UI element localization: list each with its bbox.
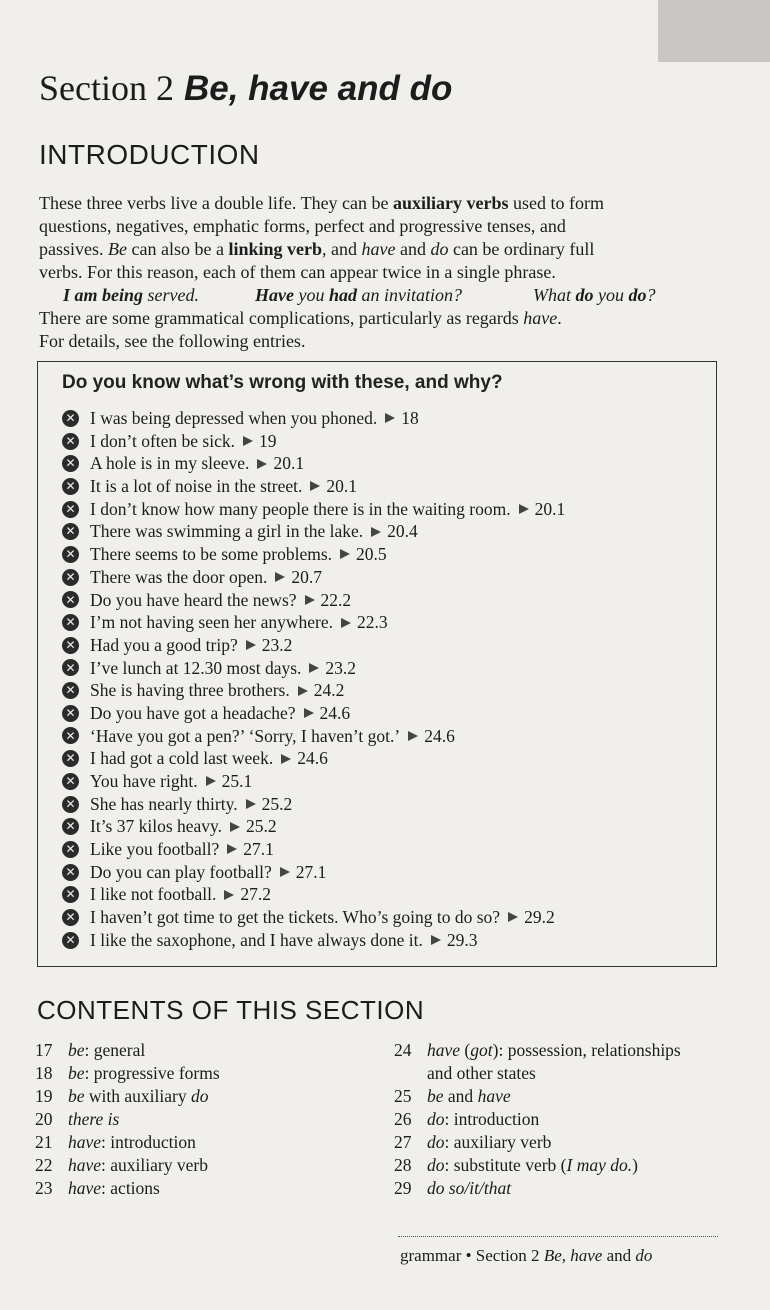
quiz-item-reference[interactable]: 20.7 (291, 566, 322, 587)
contents-entry[interactable] (394, 1085, 687, 1108)
quiz-item (62, 634, 565, 657)
example-text-run: you (593, 285, 629, 305)
arrow-right-icon (280, 867, 290, 877)
quiz-item-reference[interactable]: 23.2 (325, 657, 357, 678)
introduction-text-run: These three verbs live a double life. They can be (39, 193, 394, 213)
arrow-right-icon (385, 413, 395, 423)
contents-entry-number: 27 (394, 1132, 412, 1152)
arrow-right-icon (341, 618, 351, 628)
arrow-right-icon (305, 595, 315, 605)
contents-entry[interactable] (394, 1108, 687, 1131)
arrow-right-icon (227, 844, 237, 854)
introduction-text-run: questions, negatives, emphatic forms, perfect and progressive tenses, and (39, 216, 566, 236)
introduction-text-run: There are some grammatical complications, particularly as regards (39, 308, 524, 328)
contents-entry-text-run: and (443, 1086, 478, 1106)
contents-entry-text-run: do so/it/that (427, 1178, 512, 1198)
contents-entry-title (427, 1177, 687, 1200)
introduction-text-run: used to form (508, 193, 605, 213)
contents-list-right (394, 1039, 687, 1200)
quiz-item (62, 566, 565, 589)
contents-entry-number: 20 (35, 1109, 53, 1129)
quiz-item-text: There seems to be some problems. (90, 544, 333, 565)
contents-entry[interactable] (35, 1039, 328, 1062)
quiz-item-text: There was the door open. (90, 566, 268, 587)
arrow-right-icon (310, 481, 320, 491)
contents-entry-text-run: ): possession, relationships and other states (427, 1040, 681, 1083)
introduction-text-run: have (523, 308, 558, 328)
contents-entry-title (68, 1039, 328, 1062)
quiz-item-reference[interactable]: 20.1 (326, 476, 358, 497)
quiz-item (62, 498, 565, 521)
quiz-item (62, 679, 565, 702)
x-circle-icon: ✕ (62, 433, 79, 450)
contents-entry[interactable] (35, 1085, 328, 1108)
quiz-list (62, 407, 565, 952)
x-circle-icon: ✕ (62, 410, 79, 427)
arrow-right-icon (431, 935, 441, 945)
contents-entry-number: 19 (35, 1086, 53, 1106)
arrow-right-icon (243, 436, 253, 446)
quiz-item-text: Like you football? (90, 839, 220, 860)
contents-entry-text-run: have (68, 1132, 102, 1152)
contents-entry[interactable] (35, 1062, 328, 1085)
quiz-item (62, 747, 565, 770)
contents-entry[interactable] (35, 1177, 328, 1200)
quiz-item (62, 430, 565, 453)
contents-entry-text-run: : auxiliary verb (101, 1155, 208, 1175)
contents-entry-title (427, 1108, 687, 1131)
quiz-item-reference[interactable]: 24.6 (319, 702, 351, 723)
x-circle-icon: ✕ (62, 569, 79, 586)
contents-entry-number: 25 (394, 1086, 412, 1106)
quiz-item-reference[interactable]: 24.6 (297, 748, 328, 769)
contents-entry[interactable] (394, 1154, 687, 1177)
contents-entry-number: 26 (394, 1109, 412, 1129)
quiz-item-reference[interactable]: 25.2 (246, 816, 277, 837)
example-text-run: do (575, 285, 594, 305)
introduction-text-run: do (430, 239, 449, 259)
x-circle-icon: ✕ (62, 591, 79, 608)
quiz-item (62, 407, 565, 430)
contents-entry-text-run: have (68, 1155, 102, 1175)
quiz-item-reference[interactable]: 18 (401, 408, 419, 428)
arrow-right-icon (298, 686, 308, 696)
arrow-right-icon (309, 663, 319, 673)
quiz-item-reference[interactable]: 25.2 (261, 793, 293, 814)
quiz-item-reference[interactable]: 20.1 (534, 498, 566, 519)
arrow-right-icon (206, 776, 216, 786)
quiz-item-reference[interactable]: 29.3 (446, 929, 478, 950)
contents-entry-title (68, 1108, 328, 1131)
contents-entry-text-run: do (427, 1155, 445, 1175)
quiz-item-reference[interactable]: 27.1 (295, 861, 327, 882)
contents-entry-text-run: there is (68, 1109, 120, 1129)
quiz-item-text: You have right. (90, 771, 198, 791)
quiz-item (62, 611, 565, 634)
x-circle-icon: ✕ (62, 523, 79, 540)
arrow-right-icon (246, 799, 256, 809)
footer-rule (398, 1236, 718, 1237)
contents-entry[interactable] (394, 1177, 687, 1200)
introduction-text-run: Be (108, 239, 127, 259)
contents-entry-text-run: have (427, 1040, 461, 1060)
x-circle-icon: ✕ (62, 841, 79, 858)
contents-entry-text-run: be (68, 1040, 85, 1060)
arrow-right-icon (304, 708, 314, 718)
quiz-item (62, 725, 565, 748)
quiz-item (62, 657, 565, 680)
quiz-item-text: She is having three brothers. (90, 680, 290, 701)
introduction-text (39, 192, 704, 353)
arrow-right-icon (246, 640, 256, 650)
contents-entry-number: 24 (394, 1040, 412, 1060)
x-circle-icon: ✕ (62, 750, 79, 767)
quiz-item-reference[interactable]: 22.3 (356, 612, 388, 633)
contents-entry-text-run: : introduction (444, 1109, 540, 1129)
section-thumb-tab (658, 0, 770, 62)
x-circle-icon: ✕ (62, 796, 79, 813)
contents-entry-number: 18 (35, 1063, 53, 1083)
example-text-run: an invitation? (357, 285, 462, 305)
x-circle-icon: ✕ (62, 818, 79, 835)
introduction-text-run: can be ordinary full (448, 239, 595, 259)
contents-entry-title (427, 1131, 687, 1154)
footer-name-part2: do (635, 1246, 653, 1265)
arrow-right-icon (340, 549, 350, 559)
quiz-item-reference[interactable]: 27.1 (243, 839, 274, 860)
x-circle-icon: ✕ (62, 864, 79, 881)
quiz-item (62, 861, 565, 884)
x-circle-icon: ✕ (62, 705, 79, 722)
arrow-right-icon (257, 459, 267, 469)
quiz-item-reference[interactable]: 19 (259, 430, 277, 451)
x-circle-icon: ✕ (62, 659, 79, 676)
example-sentence (63, 284, 199, 307)
quiz-item-reference[interactable]: 29.2 (524, 907, 555, 928)
quiz-item-reference[interactable]: 20.1 (273, 453, 305, 474)
quiz-item (62, 520, 565, 543)
introduction-text-run: linking verb (228, 239, 322, 259)
introduction-text-run: and (395, 239, 431, 259)
contents-entry[interactable] (35, 1108, 328, 1131)
introduction-examples (39, 284, 704, 307)
quiz-item (62, 929, 565, 952)
arrow-right-icon (281, 754, 291, 764)
contents-entry-text-run: ) (632, 1155, 638, 1175)
quiz-item (62, 543, 565, 566)
introduction-text-run: For details, see the following entries. (39, 331, 306, 351)
quiz-item (62, 770, 565, 793)
contents-entry-number: 21 (35, 1132, 53, 1152)
x-circle-icon: ✕ (62, 932, 79, 949)
introduction-text-run: passives. (39, 239, 108, 259)
x-circle-icon: ✕ (62, 637, 79, 654)
contents-entry-text-run: do (190, 1086, 209, 1106)
contents-heading: CONTENTS OF THIS SECTION (37, 995, 425, 1025)
quiz-item-reference[interactable]: 24.6 (424, 725, 455, 746)
introduction-line (39, 192, 704, 215)
x-circle-icon: ✕ (62, 455, 79, 472)
x-circle-icon: ✕ (62, 501, 79, 518)
quiz-item-reference[interactable]: 24.2 (313, 680, 345, 701)
contents-entry-title (68, 1177, 328, 1200)
contents-entry-number: 23 (35, 1178, 53, 1198)
introduction-line (39, 307, 704, 330)
contents-entry-text-run: : substitute verb ( (444, 1155, 567, 1175)
contents-entry-text-run: be (68, 1086, 85, 1106)
contents-entry-number: 29 (394, 1178, 412, 1198)
quiz-item-text: I was being depressed when you phoned. (90, 408, 378, 428)
x-circle-icon: ✕ (62, 773, 79, 790)
x-circle-icon: ✕ (62, 727, 79, 744)
introduction-line (39, 261, 704, 284)
contents-entry-text-run: do (427, 1109, 445, 1129)
contents-entry-text-run: : general (84, 1040, 146, 1060)
contents-entry[interactable] (35, 1131, 328, 1154)
quiz-item-reference[interactable]: 22.2 (320, 589, 352, 610)
footer-prefix: grammar • Section 2 (400, 1246, 544, 1265)
contents-entry[interactable] (394, 1039, 687, 1085)
x-circle-icon: ✕ (62, 478, 79, 495)
introduction-text-run: . (557, 308, 562, 328)
arrow-right-icon (230, 822, 240, 832)
arrow-right-icon (371, 527, 381, 537)
quiz-item-text: I like the saxophone, and I have always done it. (90, 929, 423, 950)
example-text-run: served. (143, 285, 199, 305)
contents-entry-title (427, 1085, 687, 1108)
quiz-box (37, 361, 717, 967)
introduction-closing (39, 307, 704, 353)
quiz-item (62, 589, 565, 612)
page-footer (400, 1245, 652, 1267)
quiz-item (62, 883, 565, 906)
quiz-item-reference[interactable]: 27.2 (240, 884, 271, 905)
contents-entry-title (427, 1039, 687, 1085)
quiz-item-text: There was swimming a girl in the lake. (90, 521, 364, 542)
quiz-item-reference[interactable]: 23.2 (261, 634, 293, 655)
example-sentence (533, 284, 656, 307)
introduction-paragraph (39, 192, 704, 284)
contents-entry-text-run: got (470, 1040, 493, 1060)
quiz-item-text: I had got a cold last week. (90, 748, 274, 769)
section-name: Be, have and do (183, 69, 453, 108)
quiz-item-text: I’ve lunch at 12.30 most days. (90, 657, 302, 678)
contents-entry-text-run: : introduction (101, 1132, 196, 1152)
arrow-right-icon (275, 572, 285, 582)
example-text-run: do (628, 285, 647, 305)
contents-entry-text-run: be (68, 1063, 85, 1083)
contents-entry-number: 28 (394, 1155, 412, 1175)
introduction-line (39, 238, 704, 261)
introduction-text-run: have (361, 239, 396, 259)
contents-entry-number: 17 (35, 1040, 53, 1060)
quiz-item-text: I like not football. (90, 884, 217, 905)
example-text-run: you (293, 285, 329, 305)
arrow-right-icon (408, 731, 418, 741)
quiz-item (62, 475, 565, 498)
contents-entry-title (68, 1154, 328, 1177)
quiz-item-text: She has nearly thirty. (90, 793, 238, 814)
quiz-item-text: It’s 37 kilos heavy. (90, 816, 223, 837)
example-text-run: I am being (63, 285, 144, 305)
contents-entry-text-run: : actions (101, 1178, 160, 1198)
introduction-heading: INTRODUCTION (39, 139, 260, 170)
quiz-item (62, 838, 565, 861)
example-text-run: What (533, 285, 576, 305)
x-circle-icon: ✕ (62, 546, 79, 563)
quiz-item-text: It is a lot of noise in the street. (90, 476, 303, 497)
quiz-item-text: Do you have got a headache? (90, 702, 296, 723)
x-circle-icon: ✕ (62, 682, 79, 699)
example-text-run: Have (255, 285, 294, 305)
quiz-item-text: Had you a good trip? (90, 634, 238, 655)
quiz-item-text: Do you can play football? (90, 861, 272, 882)
contents-entry-title (68, 1085, 328, 1108)
introduction-text-run: verbs. For this reason, each of them can appear twice in a single phrase. (39, 262, 556, 282)
contents-entry-number: 22 (35, 1155, 53, 1175)
contents-entry-text-run: with auxiliary (84, 1086, 191, 1106)
contents-entry-title (427, 1154, 687, 1177)
contents-entry-text-run: do (427, 1132, 445, 1152)
quiz-item (62, 793, 565, 816)
quiz-item-reference[interactable]: 25.1 (221, 771, 253, 791)
section-label: Section 2 (39, 68, 174, 108)
quiz-item-text: I don’t often be sick. (90, 430, 235, 451)
x-circle-icon: ✕ (62, 614, 79, 631)
contents-entry-text-run: ( (460, 1040, 471, 1060)
quiz-item-text: I don’t know how many people there is in the waiting room. (90, 498, 511, 519)
introduction-line (39, 215, 704, 238)
quiz-item (62, 815, 565, 838)
arrow-right-icon (519, 504, 529, 514)
quiz-item-text: I haven’t got time to get the tickets. Who’s going to do so? (90, 907, 501, 928)
example-text-run: had (328, 285, 357, 305)
x-circle-icon: ✕ (62, 909, 79, 926)
example-text-run: ? (646, 285, 656, 305)
introduction-text-run: can also be a (126, 239, 229, 259)
arrow-right-icon (224, 890, 234, 900)
quiz-item-text: A hole is in my sleeve. (90, 453, 250, 474)
footer-name-part1: Be, have (543, 1246, 603, 1265)
contents-entry-title (68, 1062, 328, 1085)
contents-entry-text-run: : auxiliary verb (444, 1132, 552, 1152)
contents-entry-title (68, 1131, 328, 1154)
arrow-right-icon (508, 912, 518, 922)
quiz-item (62, 906, 565, 929)
quiz-item-text: ‘Have you got a pen?’ ‘Sorry, I haven’t got.’ (90, 725, 401, 746)
quiz-title: Do you know what’s wrong with these, and why? (62, 372, 503, 393)
contents-entry-text-run: have (68, 1178, 102, 1198)
contents-entry[interactable] (394, 1131, 687, 1154)
contents-entry[interactable] (35, 1154, 328, 1177)
quiz-item-reference[interactable]: 20.4 (387, 521, 418, 542)
quiz-item-text: I’m not having seen her anywhere. (90, 612, 333, 633)
contents-entry-text-run: have (477, 1086, 511, 1106)
introduction-text-run: auxiliary verbs (393, 193, 509, 213)
x-circle-icon: ✕ (62, 886, 79, 903)
quiz-item (62, 702, 565, 725)
section-title (39, 66, 452, 111)
contents-entry-text-run: be (427, 1086, 444, 1106)
example-sentence (255, 284, 462, 307)
contents-entry-text-run: I may do. (566, 1155, 633, 1175)
quiz-item-reference[interactable]: 20.5 (356, 544, 387, 565)
quiz-item-text: Do you have heard the news? (90, 589, 297, 610)
introduction-text-run: , and (321, 239, 362, 259)
contents-entry-text-run: : progressive forms (84, 1063, 220, 1083)
quiz-item (62, 452, 565, 475)
footer-name-middle: and (602, 1246, 636, 1265)
contents-list-left (35, 1039, 328, 1200)
introduction-line (39, 330, 704, 353)
